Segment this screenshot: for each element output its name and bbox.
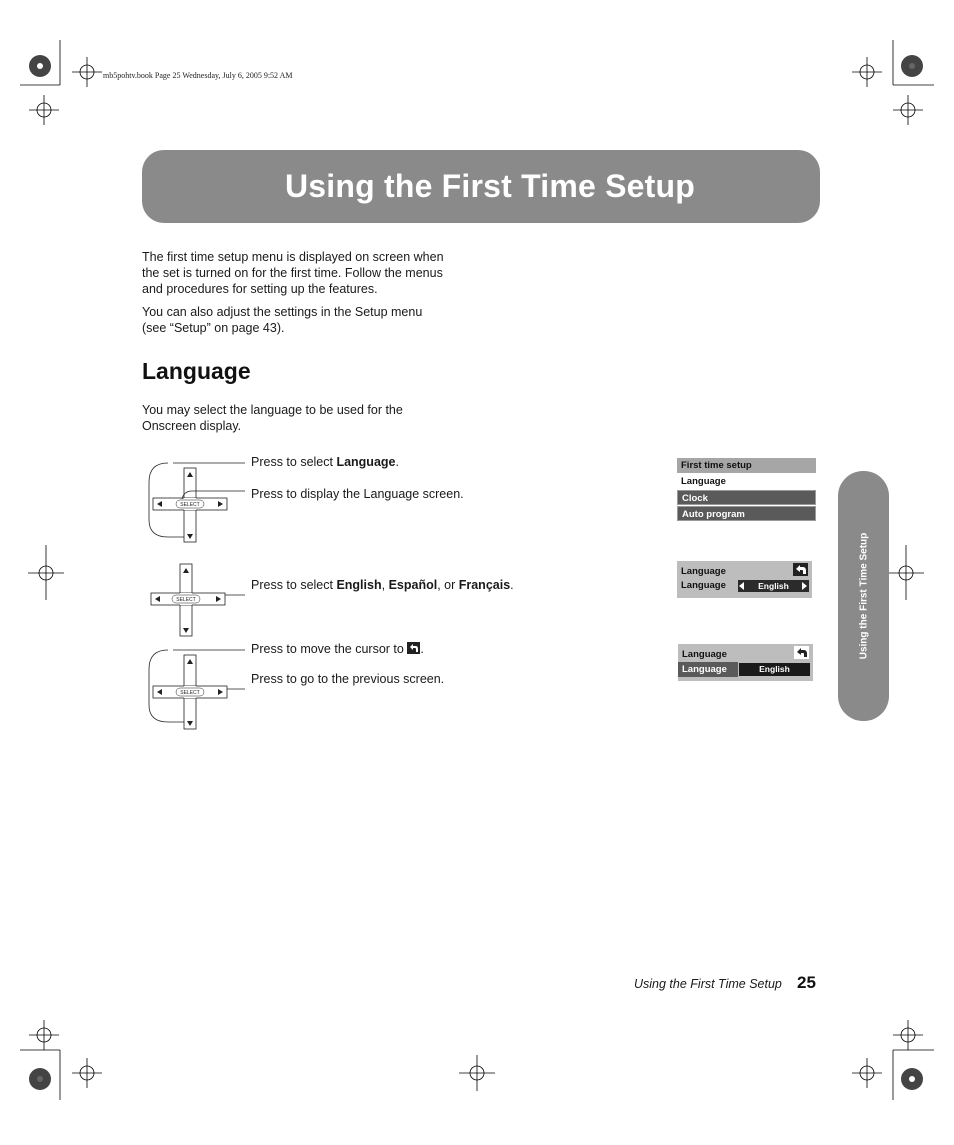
step-previous-screen: Press to go to the previous screen. (251, 672, 445, 686)
footer-running-title: Using the First Time Setup (634, 977, 782, 991)
osd-menu-item-auto-program: Auto program (677, 506, 816, 521)
crosshair-icon (852, 1058, 882, 1088)
osd-language-value: English (758, 581, 789, 591)
osd-language-menu-select (677, 561, 812, 598)
print-header: mb5pohtv.book Page 25 Wednesday, July 6, 2005 9:52 AM (103, 71, 293, 80)
osd-language-value: English (759, 664, 790, 674)
section-description: You may select the language to be used for the Onscreen display. (142, 403, 403, 433)
crosshair-icon (29, 1020, 59, 1050)
return-icon (407, 642, 420, 654)
step-display-language-screen: Press to display the Language screen. (251, 487, 464, 501)
osd-menu-item-clock: Clock (677, 490, 816, 505)
osd-menu-item-language: Language (677, 474, 814, 489)
osd-language-value-box (739, 663, 810, 676)
remote-dpad-diagram-2 (148, 561, 248, 641)
svg-text:SELECT: SELECT (176, 597, 196, 603)
starburst-icon (29, 55, 51, 77)
side-tab-label: Using the First Time Setup (858, 532, 870, 660)
crosshair-icon (888, 545, 924, 600)
osd-language-title: Language (681, 566, 726, 577)
osd-language-row-label: Language (678, 662, 738, 677)
remote-dpad-diagram-3 (148, 643, 248, 733)
osd-menu-title: First time setup (677, 458, 816, 473)
step-select-language: Press to select Language. (251, 455, 399, 469)
crosshair-icon (852, 57, 882, 87)
intro-paragraph-2: You can also adjust the settings in the Setup menu (see “Setup” on page 43). (142, 305, 423, 335)
crosshair-icon (72, 57, 102, 87)
return-icon (794, 646, 809, 659)
osd-language-value-box (738, 580, 809, 592)
section-heading: Language (142, 358, 251, 384)
remote-dpad-diagram-1 (148, 455, 248, 545)
crosshair-icon (459, 1055, 495, 1091)
crosshair-icon (893, 1020, 923, 1050)
starburst-icon (901, 55, 923, 77)
page-title: Using the First Time Setup (285, 168, 695, 204)
osd-first-time-setup-menu (677, 458, 816, 524)
svg-text:SELECT: SELECT (180, 690, 200, 696)
page-number: 25 (797, 973, 816, 992)
step-move-cursor: Press to move the cursor to . (251, 642, 424, 656)
starburst-icon (901, 1068, 923, 1090)
osd-language-row-label: Language (681, 580, 726, 591)
step-select-language-option: Press to select English, Español, or Français. (251, 578, 514, 592)
crosshair-icon (893, 95, 923, 125)
crosshair-icon (72, 1058, 102, 1088)
return-icon (793, 563, 808, 576)
crosshair-icon (28, 545, 64, 600)
osd-language-menu-return (678, 644, 813, 681)
svg-text:SELECT: SELECT (180, 502, 200, 508)
starburst-icon (29, 1068, 51, 1090)
osd-language-title: Language (682, 649, 727, 660)
crosshair-icon (29, 95, 59, 125)
intro-paragraph-1: The first time setup menu is displayed on screen when the set is turned on for the first time. Follow the menus and procedures for setting up the features. (142, 250, 444, 296)
